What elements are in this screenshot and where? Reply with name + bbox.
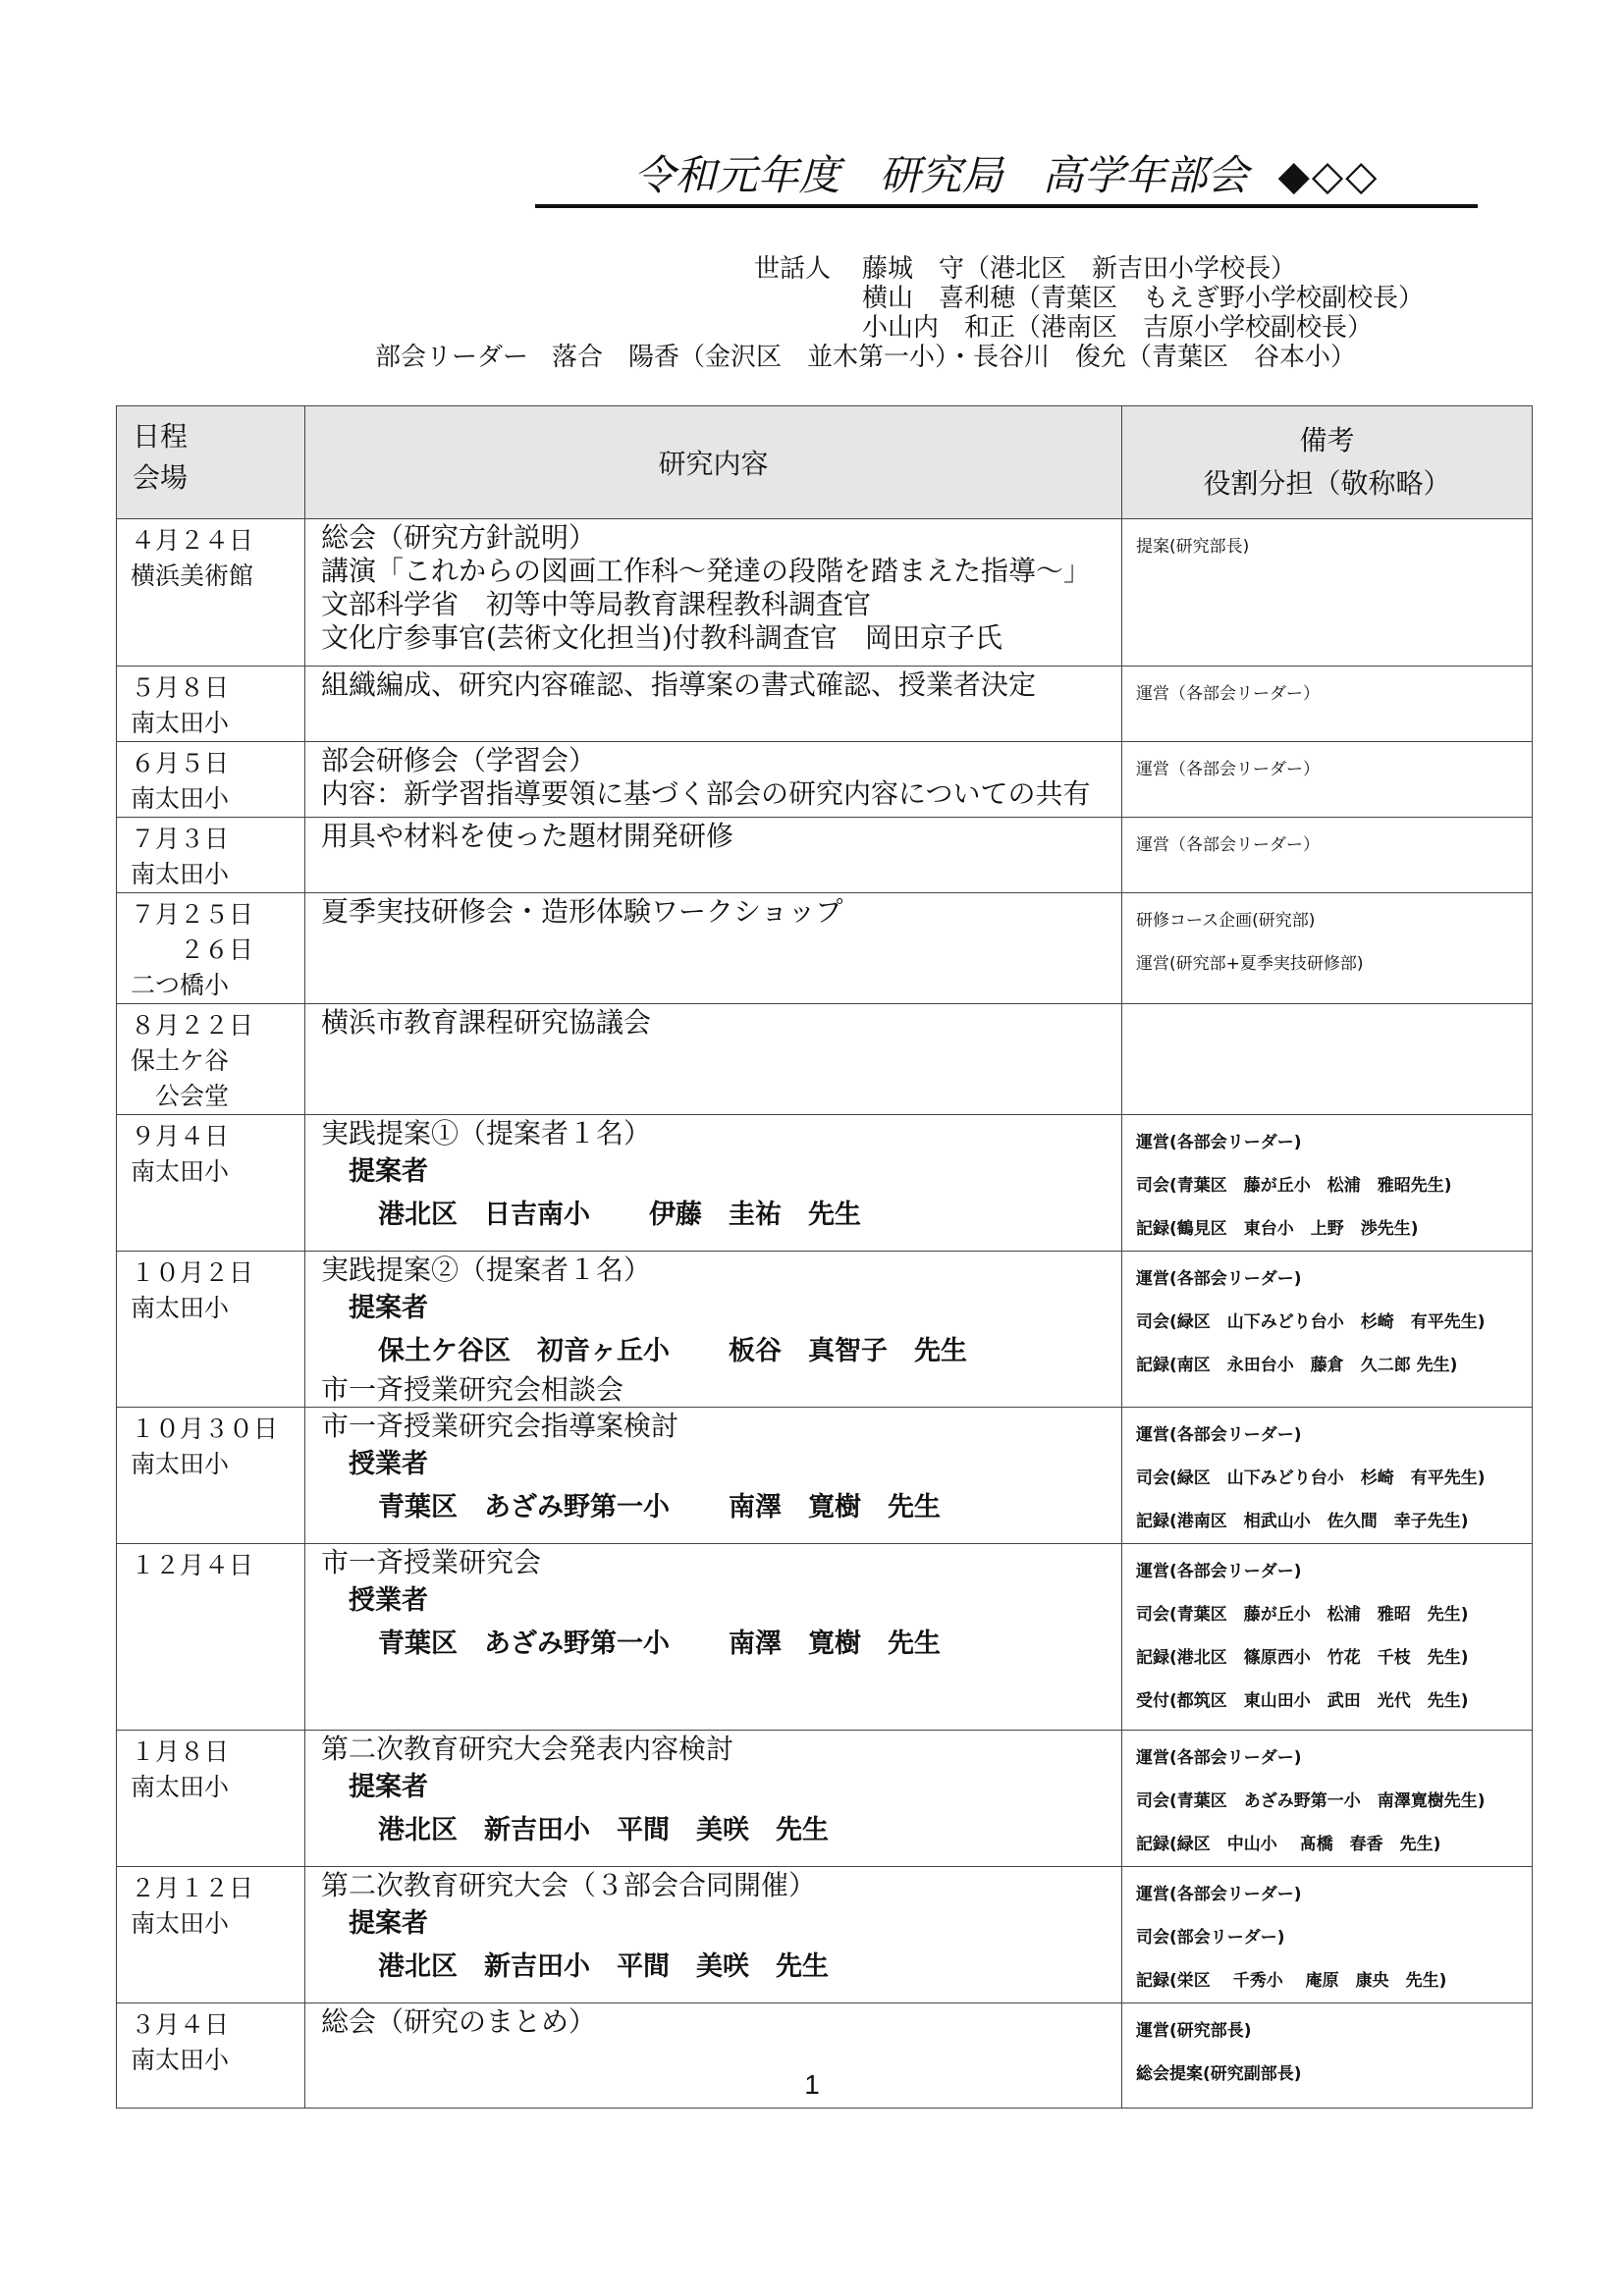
presenter-school: 港北区 新吉田小 平間 美咲 先生: [378, 1951, 829, 1982]
notes-cell: [1122, 1867, 1533, 2003]
note-text: 運営(各部会リーダー): [1136, 1133, 1302, 1152]
venue-text: 保土ケ谷: [131, 1046, 230, 1075]
table-row: [117, 1252, 1533, 1408]
note-text: 運営（各部会リーダー）: [1136, 760, 1320, 779]
date-text: １０月２日: [131, 1258, 254, 1287]
note-text: 記録(栄区 千秀小 庵原 康央 先生): [1136, 1971, 1447, 1991]
sewanin-name-1: 藤城 守（港北区 新吉田小学校長）: [862, 254, 1297, 284]
content-line: 総会（研究方針説明）: [321, 521, 597, 554]
diamonds-mark: ◆◇◇: [1277, 151, 1380, 199]
leader-label: 部会リーダー: [375, 343, 529, 372]
leader-line: [375, 342, 1356, 373]
content-cell: [305, 1731, 1122, 1867]
date-venue-cell: [117, 893, 305, 1004]
table-row: [117, 667, 1533, 742]
presenter-text: [321, 1330, 1121, 1373]
presenter-school: 提案者: [349, 1908, 428, 1939]
table-row: [117, 742, 1533, 818]
note-text: 提案(研究部長): [1136, 537, 1250, 557]
venue-text: 二つ橋小: [131, 971, 230, 999]
date-text: １月８日: [131, 1737, 230, 1766]
content-text: [321, 555, 1121, 588]
content-line: 内容：新学習指導要領に基づく部会の研究内容についての共有: [321, 777, 1091, 810]
date-text: １２月４日: [131, 1551, 254, 1579]
venue-text: 公会堂: [131, 1082, 230, 1110]
date-venue-cell: [117, 1252, 305, 1408]
presenter-school: 提案者: [349, 1156, 428, 1187]
page-number: 1: [804, 2069, 820, 2100]
notes-cell: [1122, 1544, 1533, 1731]
content-line: 用具や材料を使った題材開発研修: [321, 820, 734, 852]
note-text: 司会(青葉区 あざみ野第一小 南澤寛樹先生): [1136, 1791, 1486, 1811]
presenter-school: 提案者: [349, 1293, 428, 1323]
notes-cell: [1122, 667, 1533, 742]
note-text: 運営(各部会リーダー): [1136, 1562, 1302, 1581]
table-row: [117, 1544, 1533, 1731]
content-cell: [305, 1252, 1122, 1408]
content-line: 総会（研究のまとめ）: [321, 2005, 597, 2038]
date-venue-cell: [117, 667, 305, 742]
table-row: [117, 1004, 1533, 1115]
date-venue-cell: [117, 1731, 305, 1867]
sewanin-line-3: [862, 312, 1373, 344]
note-text: 記録(緑区 中山小 髙橋 春香 先生): [1136, 1835, 1441, 1854]
date-text: ９月４日: [131, 1122, 230, 1150]
header-notes: 備考 役割分担（敬称略）: [1122, 406, 1533, 519]
presenter-text: [321, 1946, 1121, 1989]
venue-text: 南太田小: [131, 1909, 230, 1938]
sewanin-line-2: [862, 283, 1424, 314]
notes-cell: [1122, 519, 1533, 667]
content-cell: [305, 1408, 1122, 1544]
content-line: 文部科学省 初等中等局教育課程教科調査官: [321, 588, 872, 620]
note-text: 運営(各部会リーダー): [1136, 1269, 1302, 1289]
presenter-school: 授業者: [349, 1449, 428, 1479]
presenter-text: [321, 1902, 1121, 1946]
date-text: ７月３日: [131, 825, 230, 853]
content-line: 市一斉授業研究会指導案検討: [321, 1410, 679, 1442]
note-text: 記録(港北区 篠原西小 竹花 千枝 先生): [1136, 1648, 1469, 1668]
date-venue-cell: [117, 1115, 305, 1252]
presenter-school: 青葉区 あざみ野第一小: [378, 1629, 670, 1659]
presenter-name: 南澤 寛樹 先生: [729, 1492, 941, 1522]
date-text: ４月２４日: [131, 526, 254, 555]
content-text: [321, 1410, 1121, 1443]
venue-text: 南太田小: [131, 860, 230, 888]
presenter-school: 青葉区 あざみ野第一小: [378, 1492, 670, 1522]
notes-cell: [1122, 1004, 1533, 1115]
title-year: 令和元年度: [633, 151, 840, 199]
content-cell: [305, 818, 1122, 893]
content-text: [321, 1117, 1121, 1150]
note-text: 研修コース企画(研究部): [1136, 911, 1316, 931]
content-line: 第二次教育研究大会（３部会合同開催）: [321, 1869, 817, 1901]
content-cell: [305, 1115, 1122, 1252]
sewanin-label: 世話人: [754, 254, 832, 284]
content-cell: [305, 1867, 1122, 2003]
table-row: [117, 1867, 1533, 2003]
content-text: [321, 1546, 1121, 1579]
presenter-school: 保土ケ谷区 初音ヶ丘小: [378, 1336, 670, 1366]
date-venue-cell: [117, 818, 305, 893]
venue-text: 横浜美術館: [131, 561, 254, 590]
notes-cell: [1122, 1252, 1533, 1408]
note-text: 総会提案(研究副部長): [1136, 2064, 1302, 2084]
date-venue-cell: [117, 519, 305, 667]
venue-text: 南太田小: [131, 1773, 230, 1801]
note-text: 司会(緑区 山下みどり台小 杉崎 有平先生): [1136, 1468, 1486, 1488]
date-venue-cell: [117, 1408, 305, 1544]
presenter-school: 港北区 新吉田小 平間 美咲 先生: [378, 1815, 829, 1845]
note-text: 司会(緑区 山下みどり台小 杉崎 有平先生): [1136, 1312, 1486, 1332]
content-cell: [305, 742, 1122, 818]
content-line: 部会研修会（学習会）: [321, 744, 597, 776]
sewanin-name-2: 横山 喜利穂（青葉区 もえぎ野小学校副校長）: [862, 284, 1425, 313]
date-text: ７月２５日: [131, 900, 254, 929]
presenter-text: [321, 1486, 1121, 1529]
header-date-venue: 日程 会場: [117, 406, 305, 519]
presenter-school: 港北区 日吉南小: [378, 1200, 590, 1230]
content-line: 市一斉授業研究会: [321, 1546, 542, 1578]
sewanin-line-1: [754, 253, 1296, 285]
venue-text: 南太田小: [131, 784, 230, 813]
note-text: 受付(都筑区 東山田小 武田 光代 先生): [1136, 1691, 1469, 1711]
venue-text: 南太田小: [131, 709, 230, 737]
note-text: 運営(研究部長): [1136, 2021, 1252, 2041]
notes-cell: [1122, 818, 1533, 893]
content-line: 市一斉授業研究会相談会: [321, 1373, 624, 1406]
note-text: 司会(部会リーダー): [1136, 1928, 1285, 1948]
content-cell: [305, 1544, 1122, 1731]
content-text: [321, 668, 1121, 702]
date-text: ２月１２日: [131, 1874, 254, 1902]
table-row: [117, 519, 1533, 667]
note-text: 運営(各部会リーダー): [1136, 1885, 1302, 1904]
content-line: 第二次教育研究大会発表内容検討: [321, 1733, 734, 1765]
presenter-text: [321, 1150, 1121, 1194]
presenter-text: [321, 1809, 1121, 1852]
content-line: 組織編成、研究内容確認、指導案の書式確認、授業者決定: [321, 668, 1037, 701]
content-text: [321, 777, 1121, 811]
content-cell: [305, 1004, 1122, 1115]
date-venue-cell: [117, 742, 305, 818]
presenter-text: [321, 1287, 1121, 1330]
note-text: 司会(青葉区 藤が丘小 松浦 雅昭先生): [1136, 1176, 1452, 1196]
note-text: 司会(青葉区 藤が丘小 松浦 雅昭 先生): [1136, 1605, 1469, 1625]
content-text: [321, 744, 1121, 777]
date-venue-cell: [117, 1867, 305, 2003]
content-text: [321, 1733, 1121, 1766]
table-row: [117, 1115, 1533, 1252]
header-content: 研究内容: [305, 406, 1122, 519]
date-venue-cell: [117, 1544, 305, 1731]
note-text: 運営（各部会リーダー）: [1136, 835, 1320, 855]
content-text: [321, 820, 1121, 853]
content-text: [321, 621, 1121, 655]
content-line: 実践提案②（提案者１名）: [321, 1254, 652, 1286]
venue-text: 南太田小: [131, 2046, 230, 2074]
title-section: 高学年部会: [1042, 151, 1249, 199]
leader-names: 落合 陽香（金沢区 並木第一小）・長谷川 俊允（青葉区 谷本小）: [552, 343, 1357, 372]
presenter-text: [321, 1443, 1121, 1486]
schedule-table: [116, 405, 1533, 2109]
venue-text: ２６日: [131, 935, 254, 964]
table-header-row: [117, 406, 1533, 519]
content-text: [321, 1869, 1121, 1902]
presenter-name: 伊藤 圭祐 先生: [649, 1200, 861, 1230]
content-text: [321, 588, 1121, 621]
title-bureau: 研究局: [879, 151, 1003, 199]
sewanin-name-3: 小山内 和正（港南区 吉原小学校副校長）: [862, 313, 1374, 343]
date-text: ８月２２日: [131, 1011, 254, 1040]
table-row: [117, 1731, 1533, 1867]
date-text: ６月５日: [131, 749, 230, 777]
notes-cell: [1122, 893, 1533, 1004]
note-text: 運営(研究部+夏季実技研修部): [1136, 954, 1364, 974]
note-text: 記録(港南区 相武山小 佐久間 幸子先生): [1136, 1512, 1469, 1531]
content-text: [321, 895, 1121, 929]
presenter-text: [321, 1194, 1121, 1237]
notes-cell: [1122, 1115, 1533, 1252]
note-text: 運営(各部会リーダー): [1136, 1425, 1302, 1445]
date-text: １０月３０日: [131, 1415, 279, 1443]
content-cell: [305, 519, 1122, 667]
content-text: [321, 2005, 1121, 2039]
presenter-name: 南澤 寛樹 先生: [729, 1629, 941, 1659]
presenter-school: 提案者: [349, 1772, 428, 1802]
date-venue-cell: [117, 1004, 305, 1115]
table-row: [117, 818, 1533, 893]
note-text: 運営(各部会リーダー): [1136, 1748, 1302, 1768]
venue-text: 南太田小: [131, 1450, 230, 1478]
note-text: 記録(南区 永田台小 藤倉 久二郎 先生): [1136, 1356, 1458, 1375]
content-line: 文化庁参事官(芸術文化担当)付教科調査官 岡田京子氏: [321, 621, 1002, 654]
presenter-text: [321, 1579, 1121, 1623]
content-text: [321, 1373, 1121, 1407]
document-title: [535, 147, 1478, 208]
table-row: [117, 1408, 1533, 1544]
content-line: 夏季実技研修会・造形体験ワークショップ: [321, 895, 843, 928]
note-text: 運営（各部会リーダー）: [1136, 684, 1320, 704]
notes-cell: [1122, 1408, 1533, 1544]
presenter-text: [321, 1623, 1121, 1666]
presenter-school: 授業者: [349, 1585, 428, 1616]
content-line: 講演「これからの図画工作科～発達の段階を踏まえた指導～」: [321, 555, 1092, 587]
content-text: [321, 521, 1121, 555]
note-text: 記録(鶴見区 東台小 上野 渉先生): [1136, 1219, 1419, 1239]
content-cell: [305, 893, 1122, 1004]
content-text: [321, 1006, 1121, 1040]
table-row: [117, 893, 1533, 1004]
content-line: 実践提案①（提案者１名）: [321, 1117, 652, 1149]
venue-text: 南太田小: [131, 1157, 230, 1186]
date-text: ３月４日: [131, 2010, 230, 2039]
venue-text: 南太田小: [131, 1294, 230, 1322]
presenter-name: 板谷 真智子 先生: [729, 1336, 967, 1366]
date-text: ５月８日: [131, 673, 230, 702]
notes-cell: [1122, 742, 1533, 818]
content-text: [321, 1254, 1121, 1287]
content-line: 横浜市教育課程研究協議会: [321, 1006, 652, 1039]
presenter-text: [321, 1766, 1121, 1809]
notes-cell: [1122, 1731, 1533, 1867]
content-cell: [305, 667, 1122, 742]
